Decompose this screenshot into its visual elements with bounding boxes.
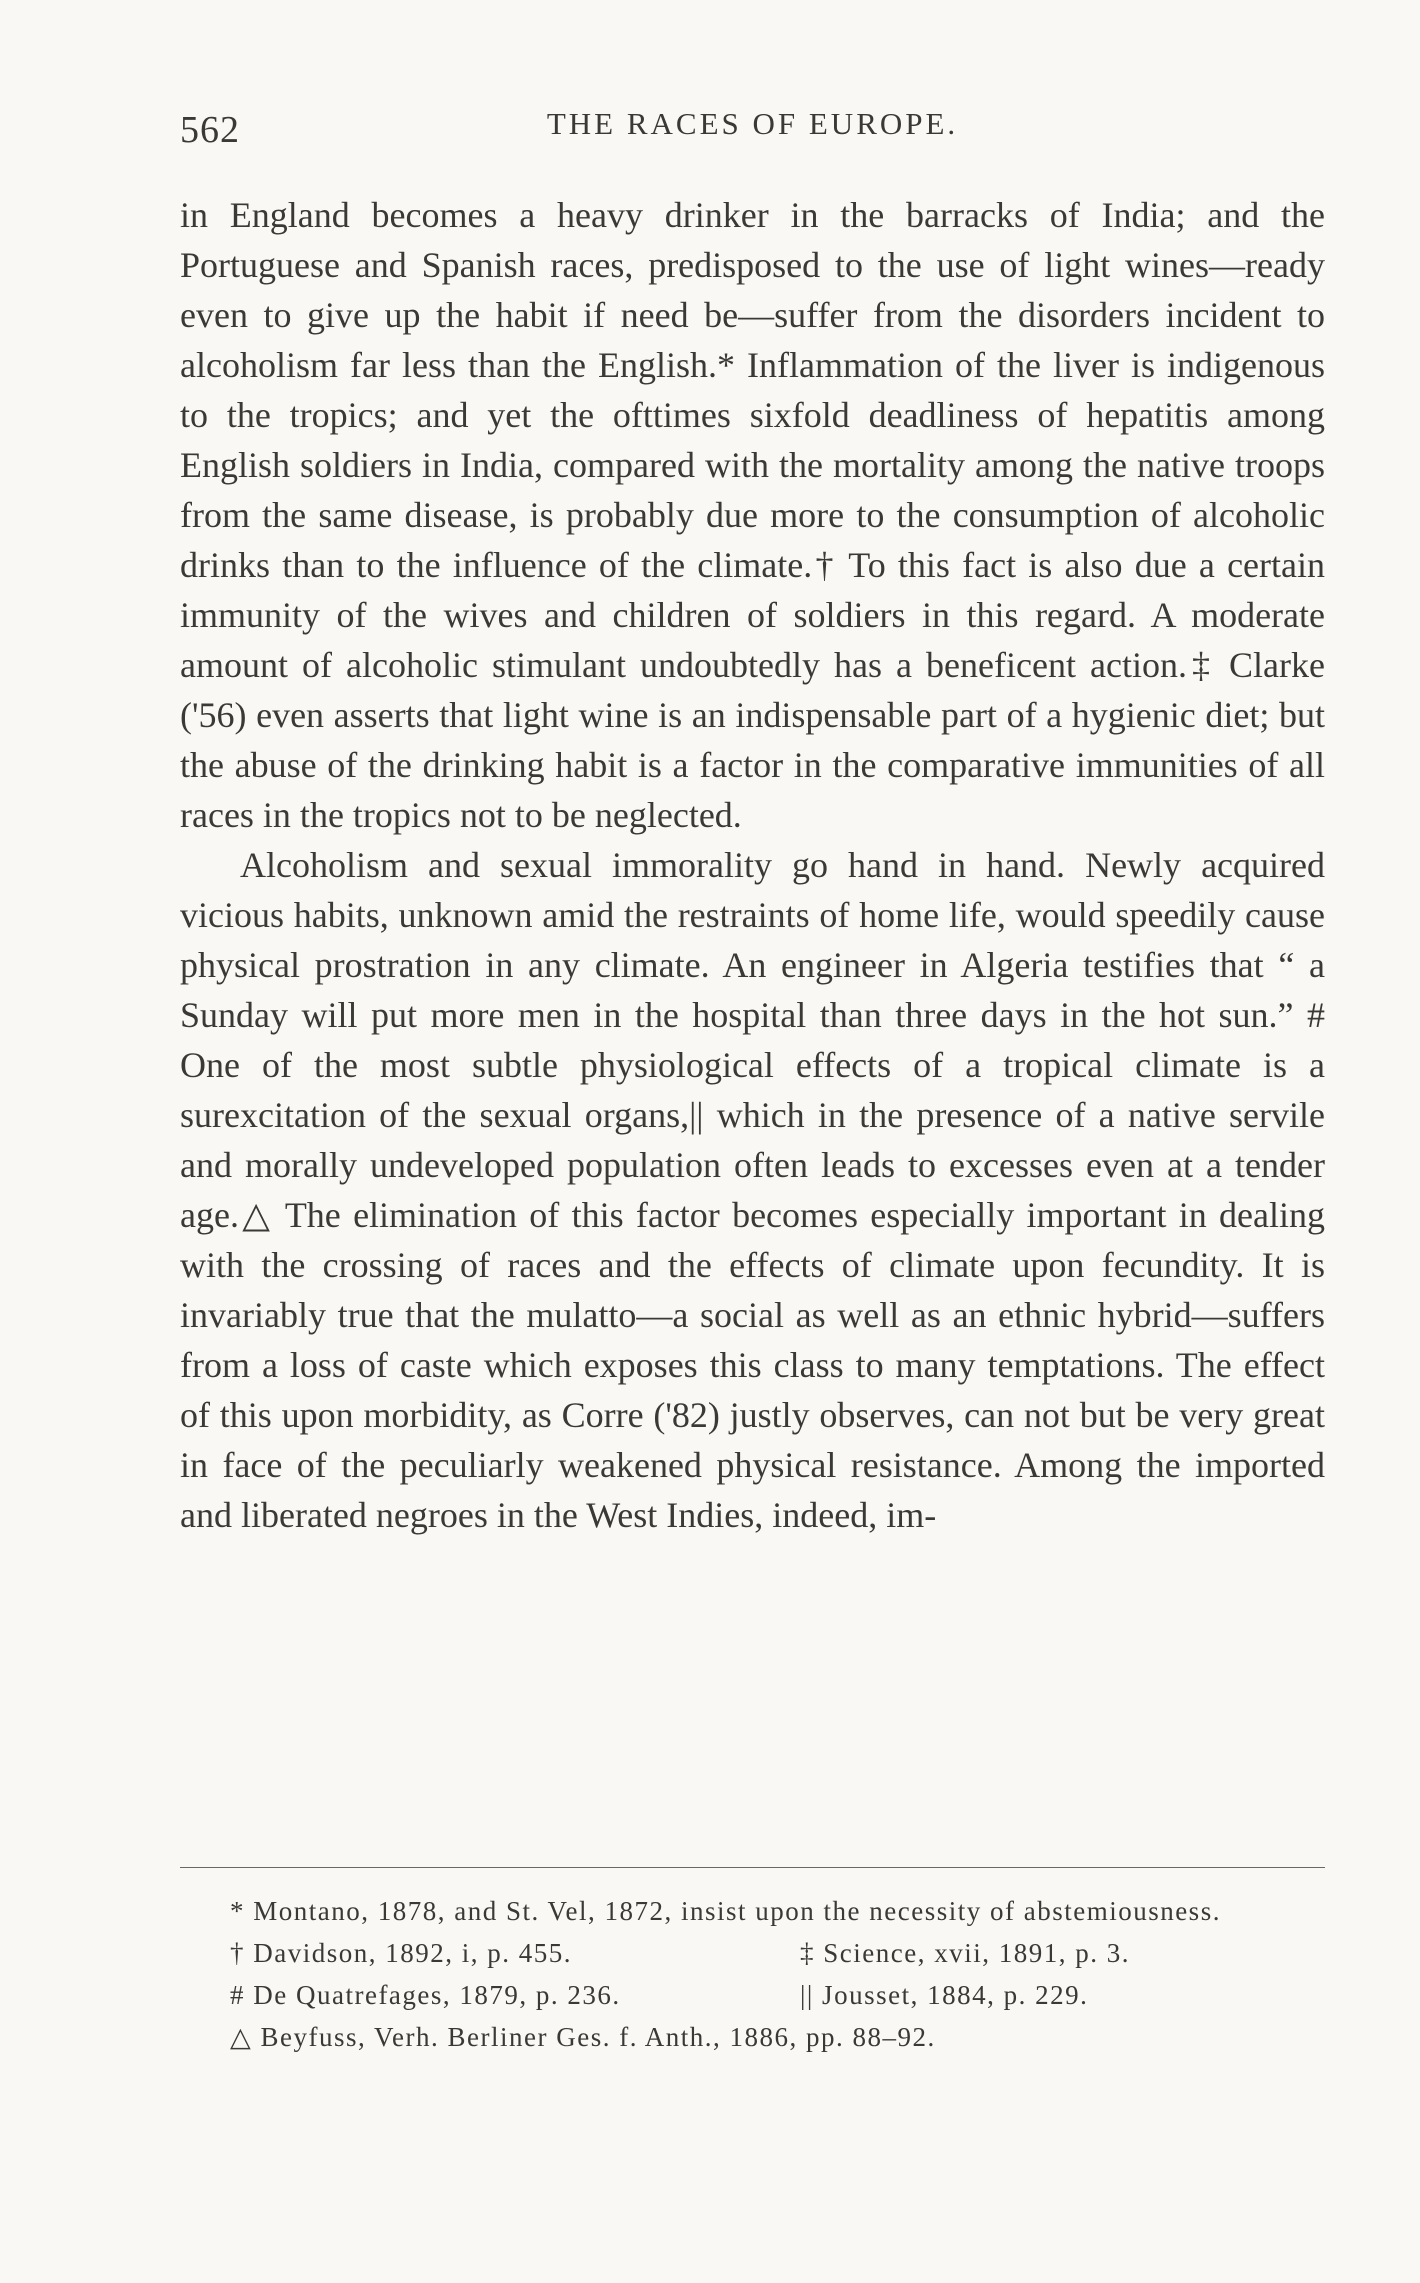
footnote-hash: # De Quatrefages, 1879, p. 236. bbox=[230, 1980, 621, 2010]
body-text bbox=[180, 190, 1325, 1540]
footnote-rule bbox=[180, 1867, 1325, 1868]
running-title: THE RACES OF EUROPE. bbox=[546, 106, 959, 141]
footnotes bbox=[180, 1890, 1325, 2058]
page-number: 562 bbox=[180, 109, 240, 151]
footnote-row-1 bbox=[180, 1932, 1325, 1974]
paragraph-1: in England becomes a heavy drinker in the barracks of India; and the Portuguese and Spanish races, predisposed to the use of light wines—ready even to give up the habit if need be—suffer from the disorders incident to alcoholism far less than the English.* Inflammation of the liver is indigenous to the tropics; and yet the ofttimes sixfold deadliness of hepatitis among English soldiers in India, compared with the mortality among the native troops from the same disease, is probably due more to the consumption of alcoholic drinks than to the influence of the climate.† To this fact is also due a certain immunity of the wives and children of soldiers in this regard. A moderate amount of alcoholic stimulant undoubtedly has a beneficent action.‡ Clarke ('56) even asserts that light wine is an indispensable part of a hygienic diet; but the abuse of the drinking habit is a factor in the comparative immunities of all races in the tropics not to be neglected. bbox=[180, 195, 1325, 835]
paragraph-2: Alcoholism and sexual immorality go hand in hand. Newly acquired vicious habits, unknown amid the restraints of home life, would speedily cause physical prostration in any climate. An engineer in Algeria testifies that “ a Sunday will put more men in the hospital than three days in the hot sun.” # One of the most subtle physiological effects of a tropical climate is a surexcitation of the sexual organs,|| which in the presence of a native servile and morally undeveloped population often leads to excesses even at a tender age.△ The elimination of this factor becomes especially important in dealing with the crossing of races and the effects of climate upon fecundity. It is invariably true that the mulatto—a social as well as an ethnic hybrid—suffers from a loss of caste which exposes this class to many temptations. The effect of this upon morbidity, as Corre ('82) justly observes, can not but be very great in face of the peculiarly weakened physical resistance. Among the imported and liberated negroes in the West Indies, indeed, im- bbox=[180, 845, 1325, 1535]
footnote-double-dagger: ‡ Science, xvii, 1891, p. 3. bbox=[800, 1938, 1130, 1968]
running-head bbox=[180, 100, 1325, 160]
footnote-parallel: || Jousset, 1884, p. 229. bbox=[800, 1980, 1089, 2010]
footnote-triangle: △ Beyfuss, Verh. Berliner Ges. f. Anth., 1886, pp. 88–92. bbox=[230, 2022, 936, 2052]
footnote-star: * Montano, 1878, and St. Vel, 1872, insist upon the necessity of abstemiousness. bbox=[230, 1896, 1221, 1926]
footnote-dagger: † Davidson, 1892, i, p. 455. bbox=[230, 1938, 572, 1968]
footnote-row-2 bbox=[180, 1974, 1325, 2016]
